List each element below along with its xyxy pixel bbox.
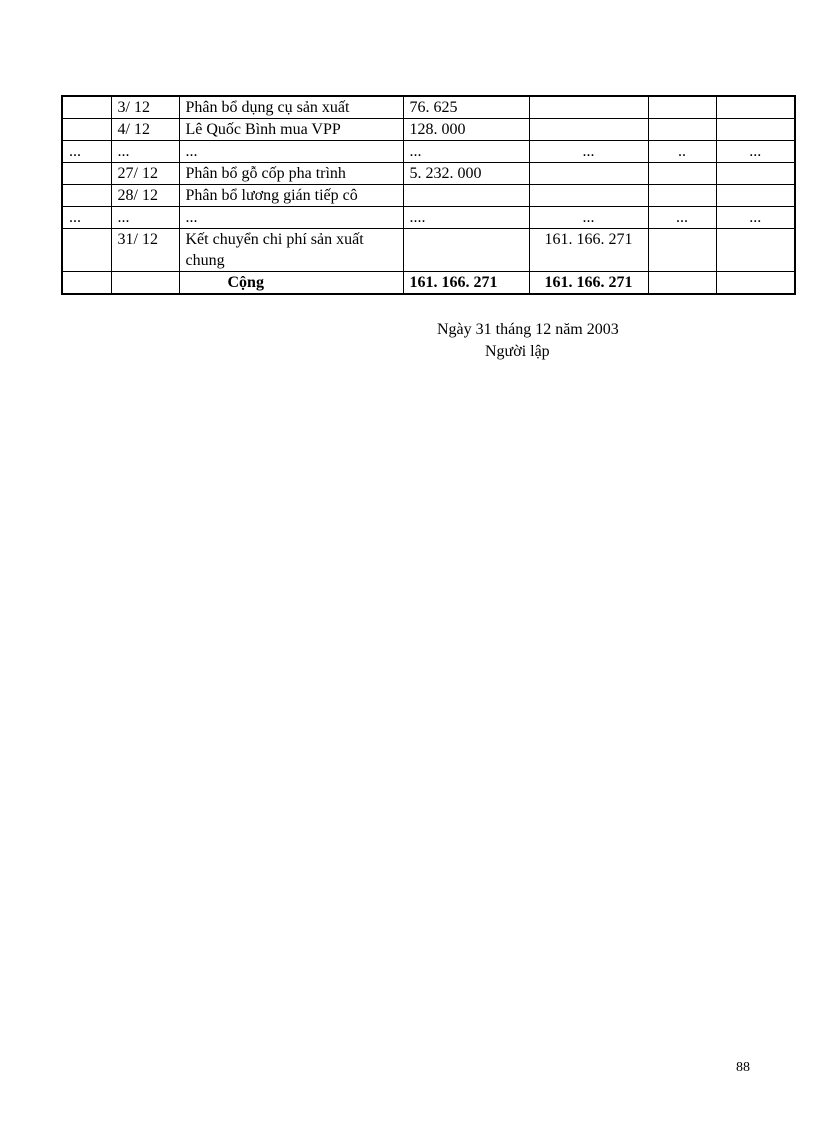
extra-cell-1 (648, 119, 716, 141)
extra-cell-1 (648, 185, 716, 207)
description-cell: Phân bổ gỗ cốp pha trình (179, 163, 403, 185)
total-debit: 161. 166. 271 (403, 272, 529, 295)
debit-cell (403, 229, 529, 272)
debit-cell (403, 185, 529, 207)
signature-date: Ngày 31 tháng 12 năm 2003 (437, 321, 619, 338)
description-cell: Phân bổ lương gián tiếp cô (179, 185, 403, 207)
extra-cell-2 (716, 272, 795, 295)
debit-cell: 76. 625 (403, 96, 529, 119)
signer-label: Người lập (485, 343, 550, 360)
extra-cell-1 (648, 229, 716, 272)
table-row (62, 163, 795, 185)
date-cell: 31/ 12 (111, 229, 179, 272)
total-label: Cộng (179, 272, 403, 295)
row-index-cell (62, 163, 111, 185)
extra-cell-2: ... (716, 207, 795, 229)
extra-cell-1 (648, 96, 716, 119)
row-index-cell: ... (62, 141, 111, 163)
date-cell: 4/ 12 (111, 119, 179, 141)
date-cell: ... (111, 207, 179, 229)
extra-cell-2 (716, 229, 795, 272)
credit-cell (529, 119, 648, 141)
ledger-table (61, 95, 796, 295)
row-index-cell (62, 119, 111, 141)
extra-cell-2: ... (716, 141, 795, 163)
row-index-cell (62, 229, 111, 272)
extra-cell-1: .. (648, 141, 716, 163)
credit-cell (529, 163, 648, 185)
extra-cell-1 (648, 163, 716, 185)
total-row (62, 272, 795, 295)
date-cell: ... (111, 141, 179, 163)
credit-cell (529, 185, 648, 207)
description-cell: Kết chuyển chi phí sản xuất chung (179, 229, 403, 272)
date-cell: 3/ 12 (111, 96, 179, 119)
description-cell: Phân bổ dụng cụ sản xuất (179, 96, 403, 119)
date-cell: 28/ 12 (111, 185, 179, 207)
row-index-cell (62, 185, 111, 207)
extra-cell-1: ... (648, 207, 716, 229)
row-index-cell (62, 272, 111, 295)
date-cell (111, 272, 179, 295)
row-index-cell: ... (62, 207, 111, 229)
extra-cell-2 (716, 185, 795, 207)
credit-cell: 161. 166. 271 (529, 229, 648, 272)
description-cell: Lê Quốc Bình mua VPP (179, 119, 403, 141)
extra-cell-2 (716, 96, 795, 119)
extra-cell-2 (716, 119, 795, 141)
debit-cell: 128. 000 (403, 119, 529, 141)
row-index-cell (62, 96, 111, 119)
credit-cell: ... (529, 141, 648, 163)
page-number: 88 (736, 1060, 750, 1075)
table-row (62, 229, 795, 272)
date-cell: 27/ 12 (111, 163, 179, 185)
description-cell: ... (179, 207, 403, 229)
table-row (62, 207, 795, 229)
description-cell: ... (179, 141, 403, 163)
credit-cell: ... (529, 207, 648, 229)
table-row (62, 185, 795, 207)
table-row (62, 119, 795, 141)
extra-cell-2 (716, 163, 795, 185)
debit-cell: ... (403, 141, 529, 163)
extra-cell-1 (648, 272, 716, 295)
ledger-body (62, 96, 795, 294)
table-row (62, 141, 795, 163)
total-credit: 161. 166. 271 (529, 272, 648, 295)
debit-cell: 5. 232. 000 (403, 163, 529, 185)
table-row (62, 96, 795, 119)
credit-cell (529, 96, 648, 119)
debit-cell: .... (403, 207, 529, 229)
